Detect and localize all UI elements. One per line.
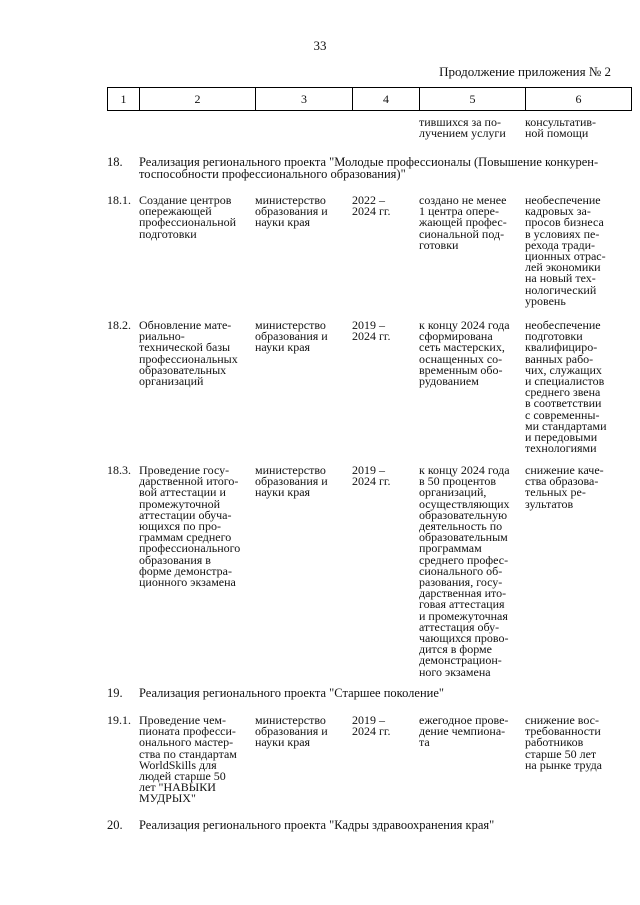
row-consequence: необеспечение подготовки квалифициро- ванных рабо- чих, служащих и специалистов среднего звена в соответствии с современны- ми стандартами и передовыми технологиями bbox=[525, 318, 607, 456]
row-number: 18.1. bbox=[107, 193, 131, 207]
row-consequence: необеспечение кадровых за- просов бизнеса в условиях пе- рехода тради- ционных отрас- лей экономики на новый тех- нологический уровень bbox=[525, 193, 606, 308]
table-header-row bbox=[107, 87, 632, 111]
section-number: 19. bbox=[107, 686, 123, 700]
row-consequence: снижение вос- требованности работников старше 50 лет на рынке труда bbox=[525, 713, 602, 772]
col-header-3: 3 bbox=[256, 88, 353, 110]
row-result: к концу 2024 года сформирована сеть мастерских, оснащенных со- временным обо- рудованием bbox=[419, 318, 510, 389]
row-result: к концу 2024 года в 50 процентов организаций, осуществляющих образовательную деятельность по образовательным программам среднего профес- сионального об- разования, госу- дарственная ито- говая аттестация и промежуточная аттестация обу- чающихся прово- дится в форме демонстрацион- ного экзамена bbox=[419, 463, 510, 679]
row-period: 2019 – 2024 гг. bbox=[352, 463, 391, 489]
row-executor: министерство образования и науки края bbox=[255, 713, 328, 750]
row-period: 2019 – 2024 гг. bbox=[352, 713, 391, 739]
section-title: Реализация регионального проекта "Кадры здравоохранения края" bbox=[139, 818, 495, 832]
page-number: 33 bbox=[313, 38, 327, 53]
row-measure: Проведение чем- пионата професси- онального мастер- ства по стандартам WorldSkills для людей старше 50 лет "НАВЫКИ МУДРЫХ" bbox=[139, 713, 237, 806]
row-period: 2019 – 2024 гг. bbox=[352, 318, 391, 344]
row-executor: министерство образования и науки края bbox=[255, 463, 328, 500]
carry-over-col5: тившихся за по- лучением услуги bbox=[419, 115, 506, 141]
section-title: Реализация регионального проекта "Молодые профессионалы (Повышение конкурен- тоспособности профессионального образования)" bbox=[139, 155, 599, 181]
col-header-2: 2 bbox=[140, 88, 256, 110]
row-measure: Создание центров опережающей профессиональной подготовки bbox=[139, 193, 237, 241]
section-number: 18. bbox=[107, 155, 123, 169]
section-number: 20. bbox=[107, 818, 123, 832]
row-executor: министерство образования и науки края bbox=[255, 318, 328, 355]
row-number: 19.1. bbox=[107, 713, 131, 727]
carry-over-col6: консультатив- ной помощи bbox=[525, 115, 597, 141]
row-number: 18.3. bbox=[107, 463, 131, 477]
row-period: 2022 – 2024 гг. bbox=[352, 193, 391, 219]
col-header-4: 4 bbox=[353, 88, 420, 110]
row-measure: Обновление мате- риально- технической базы профессиональных образовательных организаций bbox=[139, 318, 238, 389]
row-consequence: снижение каче- ства образова- тельных ре- зультатов bbox=[525, 463, 604, 511]
row-number: 18.2. bbox=[107, 318, 131, 332]
row-executor: министерство образования и науки края bbox=[255, 193, 328, 230]
row-result: создано не менее 1 центра опере- жающей профес- сиональной под- готовки bbox=[419, 193, 507, 252]
row-measure: Проведение госу- дарственной итого- вой аттестации и промежуточной аттестации обуча- ющихся по про- граммам среднего профессионального образования в форме демонстра- ционного экзамена bbox=[139, 463, 241, 590]
section-title: Реализация регионального проекта "Старшее поколение" bbox=[139, 686, 444, 700]
col-header-6: 6 bbox=[575, 92, 582, 106]
col-header-1: 1 bbox=[108, 88, 140, 110]
col-header-5: 5 bbox=[420, 88, 526, 110]
appendix-continuation: Продолжение приложения № 2 bbox=[439, 64, 611, 79]
row-result: ежегодное прове- дение чемпиона- та bbox=[419, 713, 509, 750]
